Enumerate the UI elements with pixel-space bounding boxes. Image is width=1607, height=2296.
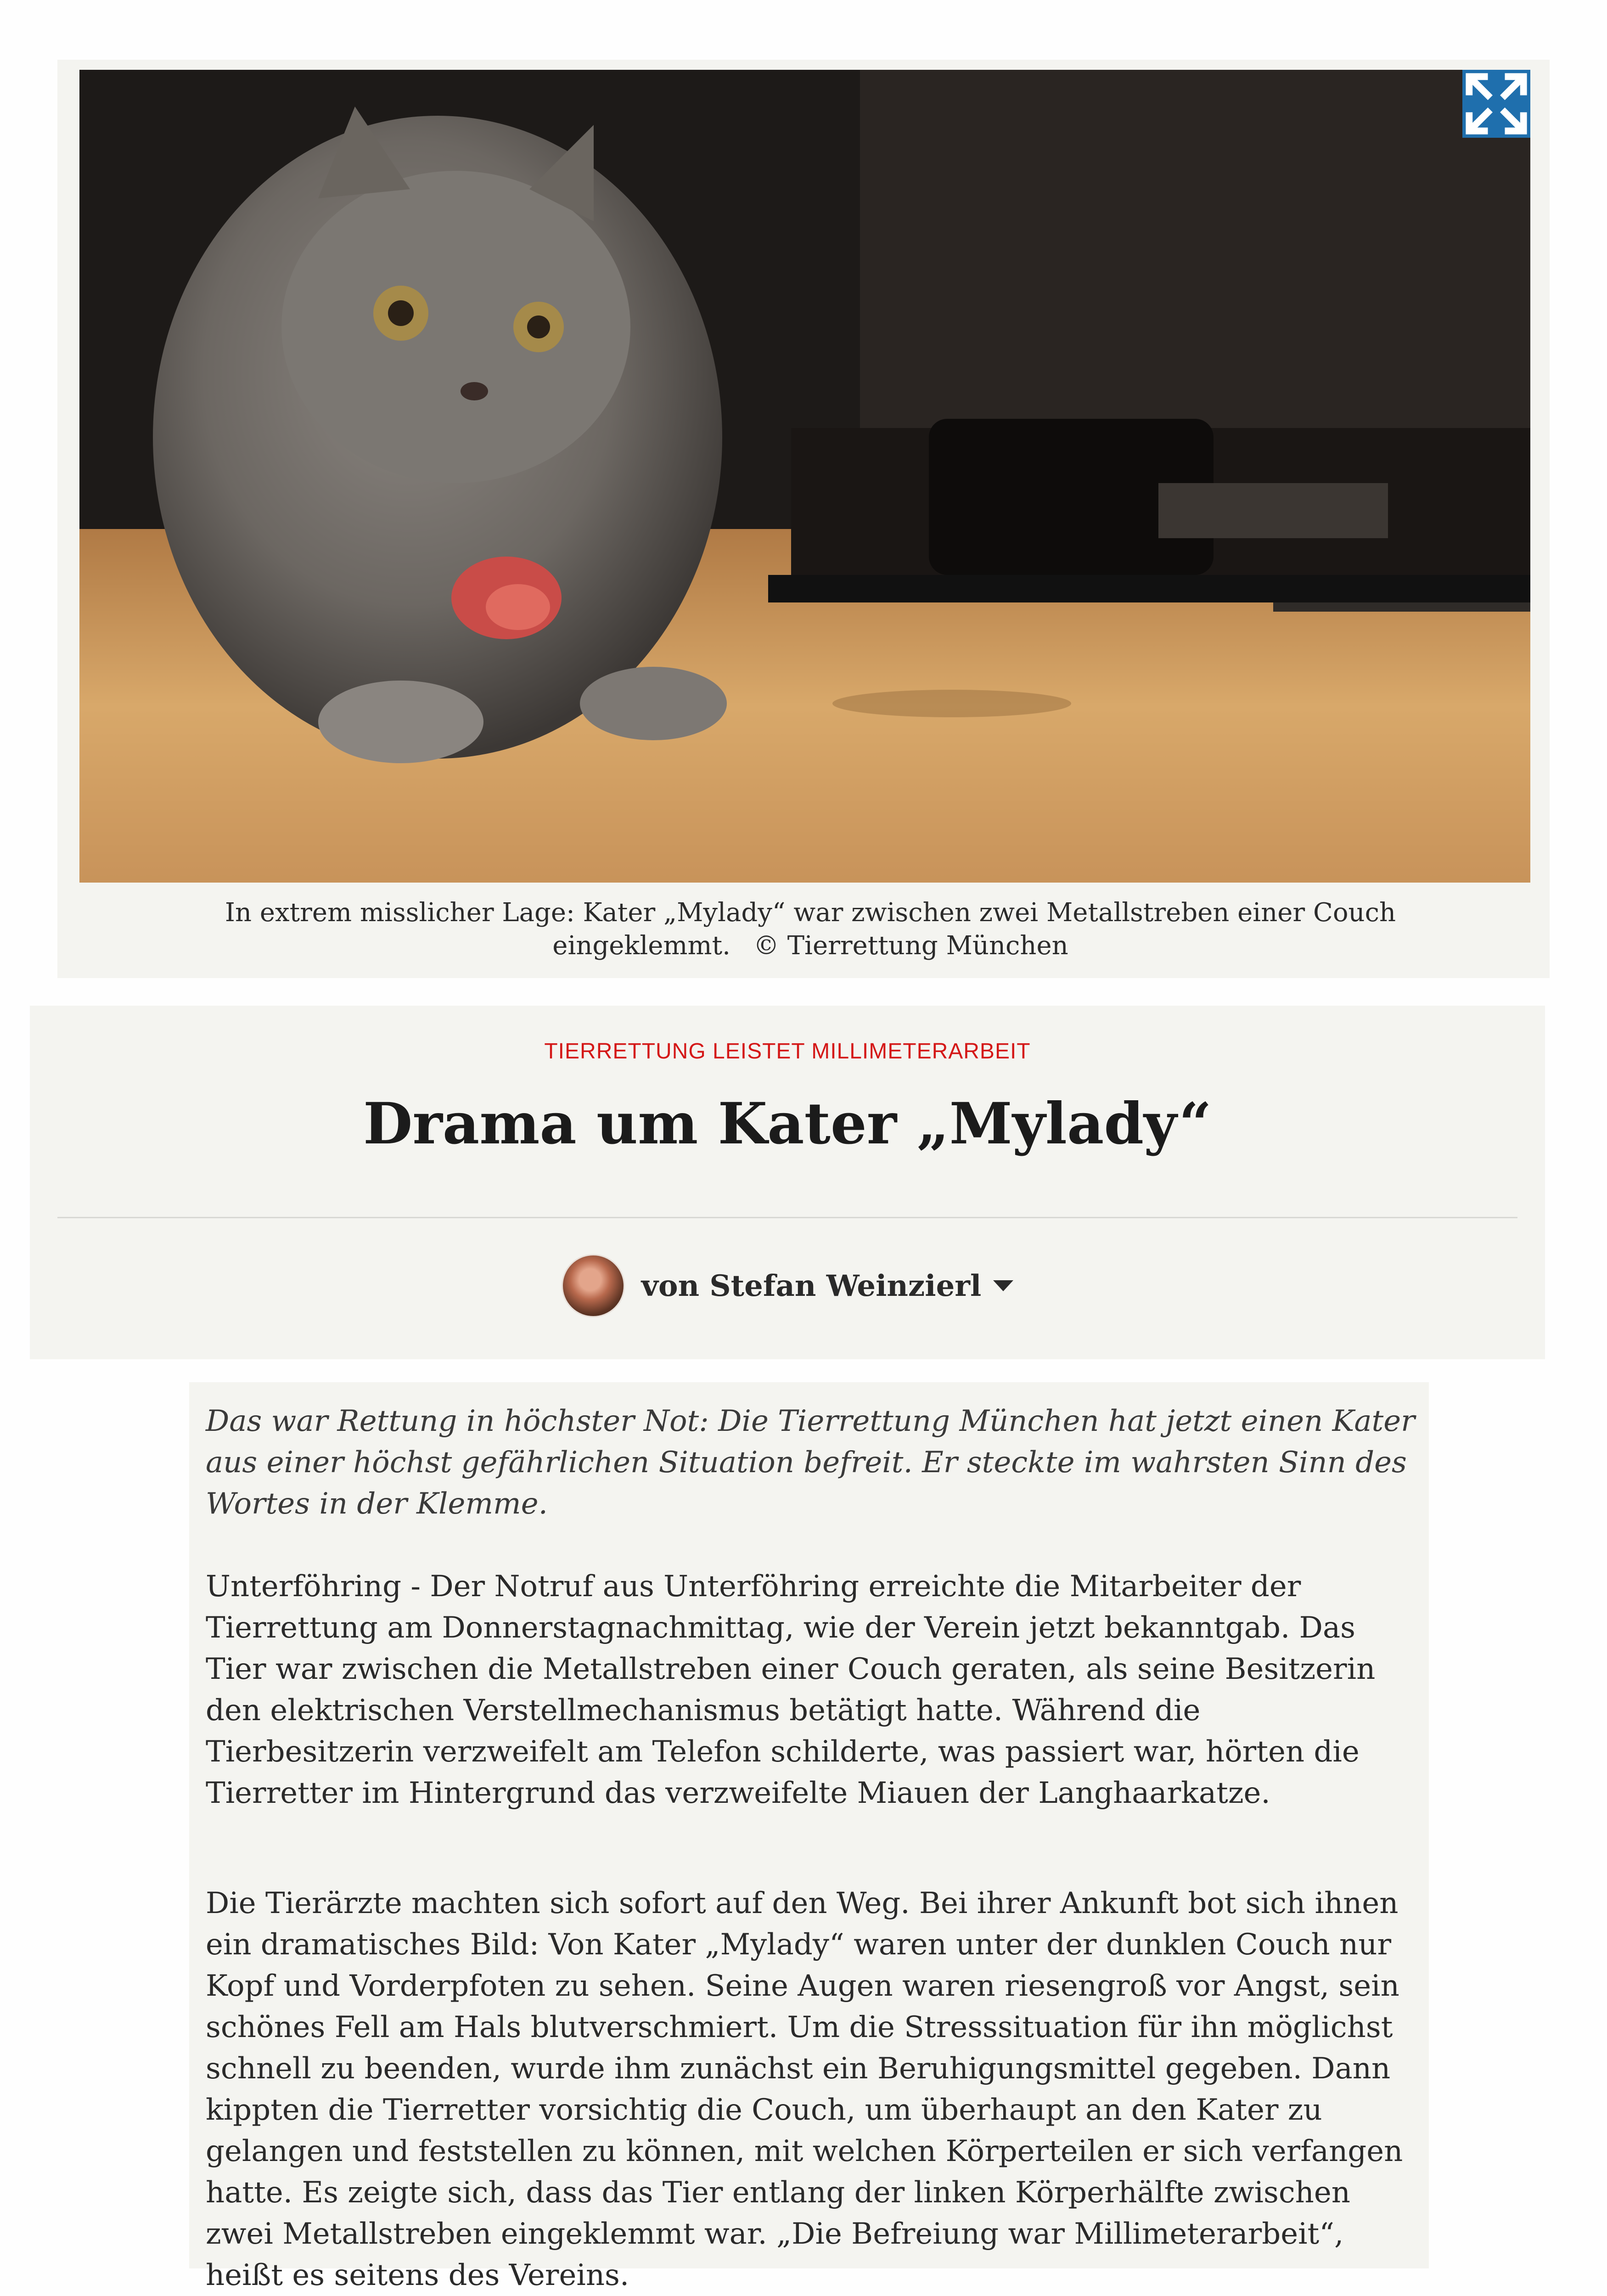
article-paragraph: Die Tierärzte machten sich sofort auf den Weg. Bei ihrer Ankunft bot sich ihnen ein dramatisches Bild: Von Kater „Mylady“ waren unter der dunklen Couch nur Kopf und Vorderpfoten zu sehen. Seine Augen waren riesengroß vor Angst, sein schönes Fell am Hals blutverschmiert. Um die Stresssituation für ihn möglichst schnell zu beenden, wurde ihm zunächst ein Beruhigungsmittel gegeben. Dann kippten die Tierretter vorsichtig die Couch, um überhaupt an den Kater zu gelangen und feststellen zu können, mit welchen Körperteilen er sich verfangen hatte. Es zeigte sich, dass das Tier entlang der linken Körperhälfte zwischen zwei Metallstreben eingeklemmt war. „Die Befreiung war Millimeterarbeit“, heißt es seitens des Vereins.: [206, 1886, 1403, 2292]
article-photo[interactable]: [79, 70, 1530, 883]
article-header: [30, 1006, 1545, 1359]
header-divider: [57, 1217, 1517, 1218]
article-headline: Drama um Kater „Mylady“: [363, 1091, 1212, 1157]
author-byline[interactable]: [30, 1254, 1545, 1318]
photo-caption: [122, 896, 1499, 962]
photo-card: [57, 60, 1550, 978]
article-paragraph: Unterföhring - Der Notruf aus Unterföhring erreichte die Mitarbeiter der Tierrettung am Donnerstagnachmittag, wie der Verein jetzt bekanntgab. Das Tier war zwischen die Metallstreben einer Couch geraten, als seine Besitzerin den elektrischen Verstellmechanismus betätigt hatte. Während die Tierbesitzerin verzweifelt am Telefon schilderte, was passiert war, hörten die Tierretter im Hintergrund das verzweifelte Miauen der Langhaarkatze.: [206, 1570, 1376, 1810]
article-kicker: TIERRETTUNG LEISTET MILLIMETERARBEIT: [544, 1039, 1031, 1064]
author-avatar: [562, 1254, 625, 1317]
chevron-down-icon: [993, 1280, 1013, 1291]
expand-button[interactable]: [1462, 70, 1530, 138]
caption-text: In extrem misslicher Lage: Kater „Mylady“ war zwischen zwei Metallstreben einer Couch eingeklemmt.: [225, 898, 1396, 961]
author-name: von Stefan Weinzierl: [641, 1268, 982, 1303]
article-lead: Das war Rettung in höchster Not: Die Tierrettung München hat jetzt einen Kater aus einer höchst gefährlichen Situation befreit. Er steckte im wahrsten Sinn des Wortes in der Klemme.: [206, 1404, 1415, 1521]
article-body: [189, 1382, 1429, 2292]
expand-icon: [1462, 70, 1530, 138]
cat-photo-illustration: [79, 70, 1530, 883]
photo-credit: © Tierrettung München: [753, 931, 1068, 961]
